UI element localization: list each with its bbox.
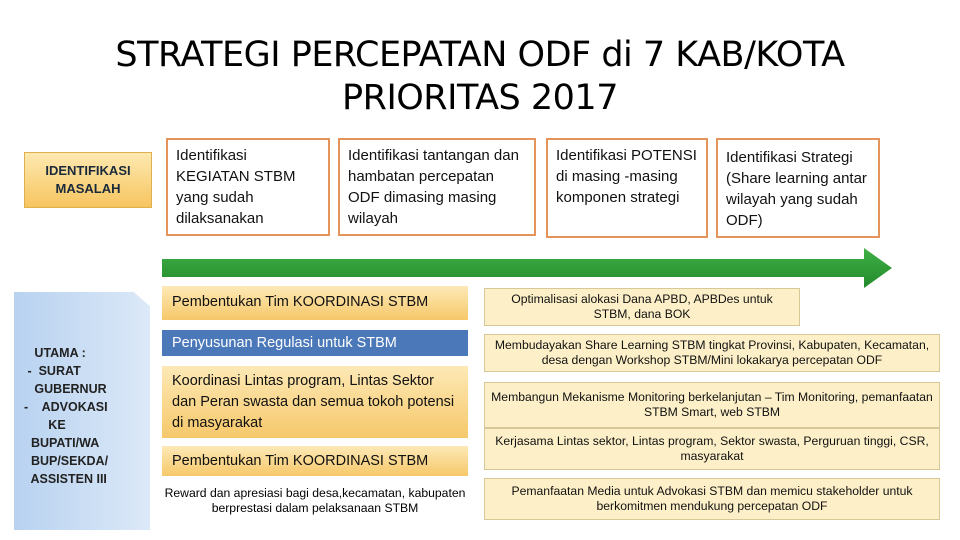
utama-line: KE: [24, 418, 66, 432]
id-box-potensi: Identifikasi POTENSI di masing -masing komponen strategi: [546, 138, 708, 238]
strategy-optimalisasi-dana: Optimalisasi alokasi Dana APBD, APBDes untuk STBM, dana BOK: [484, 288, 800, 326]
id-box-strategi: Identifikasi Strategi (Share learning antar wilayah yang sudah ODF): [716, 138, 880, 238]
action-reward: Reward dan apresiasi bagi desa,kecamatan, kabupaten berprestasi dalam pelaksanaan STBM: [164, 486, 466, 515]
utama-line: GUBERNUR: [24, 382, 107, 396]
problem-label-line-2: MASALAH: [55, 181, 121, 196]
page-title: [40, 34, 920, 120]
timeline-arrow: [162, 248, 894, 288]
utama-panel-text: [24, 344, 144, 488]
utama-line: BUP/SEKDA/: [24, 454, 109, 468]
strategy-share-learning: Membudayakan Share Learning STBM tingkat Provinsi, Kabupaten, Kecamatan, desa dengan Workshop STBM/Mini lokakarya percepatan ODF: [484, 334, 940, 372]
utama-line: - SURAT: [24, 364, 81, 378]
title-line-1: STRATEGI PERCEPATAN ODF di 7 KAB/KOTA: [115, 35, 845, 75]
action-tim-koordinasi-2: Pembentukan Tim KOORDINASI STBM: [162, 446, 468, 476]
strategy-kerjasama: Kerjasama Lintas sektor, Lintas program, Sektor swasta, Perguruan tinggi, CSR, masyarakat: [484, 428, 940, 470]
action-regulasi: Penyusunan Regulasi untuk STBM: [162, 330, 468, 356]
strategy-media-advokasi: Pemanfaatan Media untuk Advokasi STBM dan memicu stakeholder untuk berkomitmen mendukung percepatan ODF: [484, 478, 940, 520]
utama-line: BUPATI/WA: [24, 436, 100, 450]
identifikasi-masalah-box: [24, 152, 152, 208]
id-box-tantangan: Identifikasi tantangan dan hambatan percepatan ODF dimasing masing wilayah: [338, 138, 536, 236]
problem-label-line-1: IDENTIFIKASI: [45, 163, 131, 178]
strategy-monitoring: Membangun Mekanisme Monitoring berkelanjutan – Tim Monitoring, pemanfaatan STBM Smart, web STBM: [484, 382, 940, 428]
utama-line: ASSISTEN III: [24, 472, 107, 486]
utama-line: UTAMA :: [24, 346, 86, 360]
action-tim-koordinasi: Pembentukan Tim KOORDINASI STBM: [162, 286, 468, 320]
id-box-kegiatan: Identifikasi KEGIATAN STBM yang sudah dilaksanakan: [166, 138, 330, 236]
action-koordinasi-lintas: Koordinasi Lintas program, Lintas Sektor dan Peran swasta dan semua tokoh potensi di masyarakat: [162, 366, 468, 438]
title-line-2: PRIORITAS 2017: [342, 78, 618, 118]
utama-line: - ADVOKASI: [24, 400, 108, 414]
